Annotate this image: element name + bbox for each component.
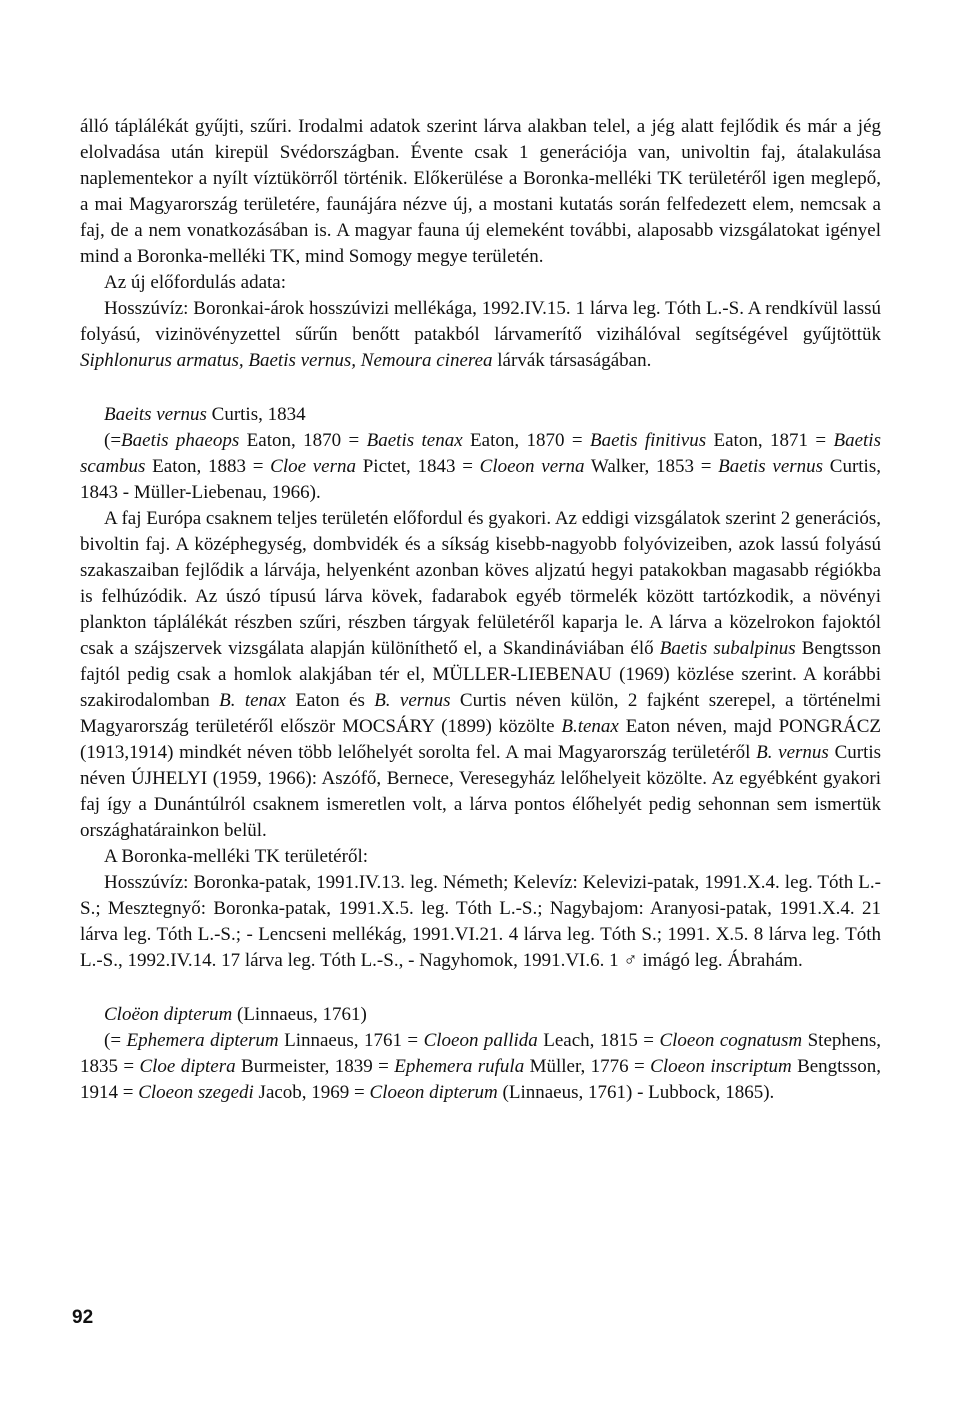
localities-heading	[80, 844, 881, 870]
text-run: Leach, 1815 =	[537, 1030, 660, 1051]
text-run: Eaton, 1870 =	[462, 430, 591, 451]
text-run: Curtis néven ÚJHELYI (1959, 1966): Aszófő, Bernece, Veresegyház lelőhelyeit közölte. Az egyébként gyakori faj így a Dunántúlról csaknem ismeretlen volt, a lárva pontos élőhelyét pedig sehonnan sem ismertük országhatárainkon belül.	[80, 742, 882, 841]
taxon-heading-baetis	[80, 402, 881, 428]
paragraph-baetis	[80, 506, 881, 844]
taxon-author: Curtis, 1834	[206, 404, 306, 425]
synonym-name: Cloe diptera	[139, 1056, 236, 1077]
synonym-name: Cloeon pallida	[423, 1030, 538, 1051]
text-run: Hosszúvíz: Boronkai-árok hosszúvizi mellékága, 1992.IV.15. 1 lárva leg. Tóth L.-S. A rendkívül lassú folyású, vizinövényzettel sűrűn benőtt patakból lárvamerítő vizihálóval segítségével gyűjtöttük	[80, 298, 881, 345]
taxon-name: Baeits vernus	[104, 404, 207, 425]
text-run: Stephens, 1835 =	[80, 1030, 881, 1077]
synonym-name: Baetis finitivus	[590, 430, 707, 451]
text-run: Jacob, 1969 =	[253, 1082, 370, 1103]
text-run: Linnaeus, 1761 =	[278, 1030, 424, 1051]
synonym-name: Cloe verna	[270, 456, 357, 477]
text-run: Müller, 1776 =	[524, 1056, 651, 1077]
localities-text: Hosszúvíz: Boronka-patak, 1991.IV.13. leg. Németh; Kelevíz: Kelevizi-patak, 1991.X.4. leg. Tóth L.-S.; Mesztegnyő: Boronka-patak, 1991.X.5. leg. Tóth L.-S.; Nagybajom: Aranyosi-patak, 1991.X.4. 21 lárva leg. Tóth L.-S.; - Lencseni mellékág, 1991.VI.21. 4 lárva leg. Tóth S.; 1991. X.5. 8 lárva leg. Tóth L.-S., 1992.IV.14. 17 lárva leg. Tóth L.-S., - Nagyhomok, 1991.VI.6. 1 ♂ imágó leg. Ábrahám.	[80, 872, 881, 971]
paragraph-intro-text: álló táplálékát gyűjti, szűri. Irodalmi adatok szerint lárva alakban telel, a jég alatt fejlődik és már a jég elolvadása után kirepül Svédországban. Évente csak 1 generációja van, univoltin faj, átalakulása naplementekor a nyílt víztükörről történik. Előkerülése a Boronka-melléki TK területéről igen meglepő, a mai Magyarország területére, faunájára nézve új, a mostani kutatás során felfedezett elem, nemcsak a faj, de a nem vonatkozásában is. A magyar fauna új elemeként további, alaposabb vizsgálatokat igényel mind a Boronka-melléki TK, mind Somogy megye területén.	[80, 116, 881, 267]
text-run: (=	[104, 1030, 127, 1051]
species-names: Siphlonurus armatus, Baetis vernus, Nemoura cinerea	[80, 350, 493, 371]
text-run: Eaton, 1870 =	[239, 430, 367, 451]
synonym-name: Baetis phaeops	[121, 430, 240, 451]
text-run: A faj Európa csaknem teljes területén előfordul és gyakori. Az eddigi vizsgálatok szerint 2 generációs, bivoltin faj. A középhegység, dombvidék és a síkság kisebb-nagyobb folyóvizeiben, azok lassú folyású szakaszaiban fejlődik a lárvája, helyenként azonban köves aljzatú hegyi patakokban magasabb régiókba is felhúzódik. Az úszó típusú lárva kövek, fadarabok egyéb törmelék között tartózkodik, a növényi plankton táplálékát részben szűri, részben tárgyak felületéről kaparja le. A lárva a közelrokon fajoktól csak a szájszervek vizsgálata alapján különíthető el, a Skandináviában élő	[80, 508, 881, 659]
taxon-name: Cloëon dipterum	[104, 1004, 233, 1025]
text-run: (=	[104, 430, 122, 451]
text-run: Pictet, 1843 =	[356, 456, 480, 477]
synonym-name: Cloeon inscriptum	[650, 1056, 792, 1077]
localities-heading-text: A Boronka-melléki TK területéről:	[104, 846, 368, 867]
new-record-label-text: Az új előfordulás adata:	[104, 272, 287, 293]
synonym-name: Baetis vernus	[718, 456, 824, 477]
species-name: B. vernus	[756, 742, 829, 763]
synonym-name: Cloeon verna	[479, 456, 585, 477]
species-name: B. tenax	[219, 690, 286, 711]
text-run: Curtis néven külön, 2 fajként szerepel, a történelmi Magyarország területéről először MOCSÁRY (1899) közölte	[80, 690, 881, 737]
synonyms-baetis	[80, 428, 881, 506]
synonym-name: Ephemera rufula	[394, 1056, 525, 1077]
text-run: Bengtsson, 1914 =	[80, 1056, 881, 1103]
text-run: Eaton, 1871 =	[706, 430, 834, 451]
synonyms-cloeon	[80, 1028, 881, 1106]
synonym-name: Cloeon dipterum	[369, 1082, 498, 1103]
page-number: 92	[72, 1307, 94, 1328]
text-run: Eaton néven, majd PONGRÁCZ (1913,1914) mindkét néven több lelőhelyét sorolta fel. A mai Magyarország területéről	[80, 716, 882, 763]
new-record-label	[80, 270, 881, 296]
synonym-name: Cloeon cognatusm	[659, 1030, 803, 1051]
text-run: Curtis, 1843 - Müller-Liebenau, 1966).	[80, 456, 881, 503]
text-run: Eaton, 1883 =	[145, 456, 271, 477]
document-page	[80, 114, 881, 1106]
synonym-name: Baetis tenax	[366, 430, 463, 451]
taxon-author: (Linnaeus, 1761)	[232, 1004, 367, 1025]
text-run: Eaton és	[286, 690, 375, 711]
text-run: Walker, 1853 =	[584, 456, 719, 477]
new-record-paragraph	[80, 296, 881, 374]
text-run: Bengtsson fajtól pedig csak a homlok alakjában tér el, MÜLLER-LIEBENAU (1969) közlése szerint. A korábbi szakirodalomban	[80, 638, 881, 711]
synonym-name: Baetis scambus	[80, 430, 881, 477]
localities-list	[80, 870, 881, 974]
species-name: B.tenax	[561, 716, 619, 737]
paragraph-intro	[80, 114, 881, 270]
text-run: (Linnaeus, 1761) - Lubbock, 1865).	[497, 1082, 775, 1103]
species-name: Baetis subalpinus	[659, 638, 796, 659]
synonym-name: Cloeon szegedi	[138, 1082, 254, 1103]
species-name: B. vernus	[374, 690, 451, 711]
text-run: Burmeister, 1839 =	[235, 1056, 395, 1077]
taxon-heading-cloeon	[80, 1002, 881, 1028]
synonym-name: Ephemera dipterum	[126, 1030, 279, 1051]
text-run: lárvák társaságában.	[492, 350, 652, 371]
